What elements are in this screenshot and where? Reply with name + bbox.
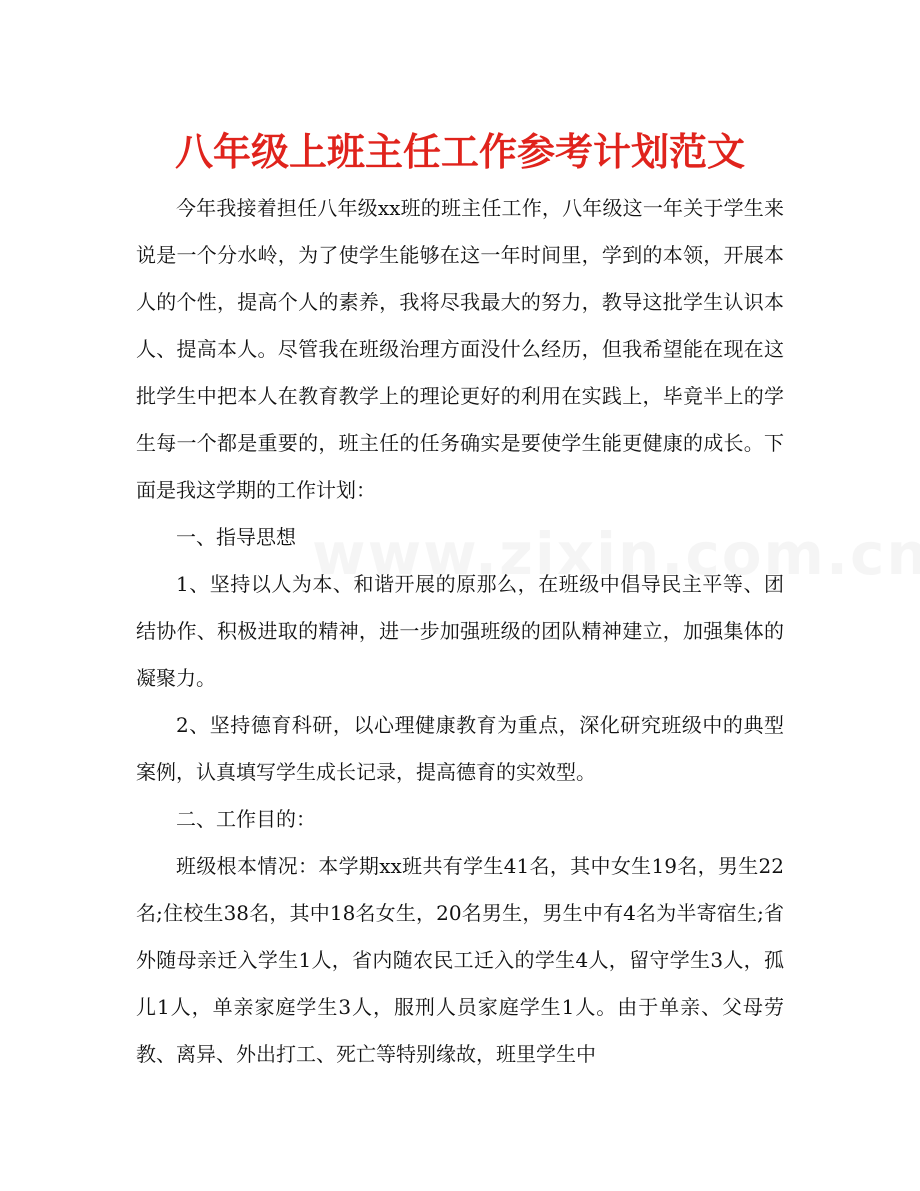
intro-paragraph: 今年我接着担任八年级xx班的班主任工作，八年级这一年关于学生来说是一个分水岭，为了使学生能够在这一年时间里，学到的本领，开展本人的个性，提高个人的素养，我将尽我最大的努力，教导这批学生认识本人、提高本人。尽管我在班级治理方面没什么经历，但我希望能在现在这批学生中把本人在教育教学上的理论更好的利用在实践上，毕竟半上的学生每一个都是重要的，班主任的任务确实是要使学生能更健康的成长。下面是我这学期的工作计划： [136,196,784,502]
document-title: 八年级上班主任工作参考计划范文 [174,130,745,174]
document-body [136,185,784,1078]
section-heading-guiding-ideology: 一、指导思想 [176,525,296,549]
guiding-point-2: 2、坚持德育科研，以心理健康教育为重点，深化研究班级中的典型案例，认真填写学生成长记录，提高德育的实效型。 [136,713,784,784]
class-situation-paragraph: 班级根本情况：本学期xx班共有学生41名，其中女生19名，男生22名;住校生38名，其中18名女生，20名男生，男生中有4名为半寄宿生;省外随母亲迁入学生1人，省内随农民工迁入的学生4人，留守学生3人，孤儿1人，单亲家庭学生3人，服刑人员家庭学生1人。由于单亲、父母劳教、离异、外出打工、死亡等特别缘故，班里学生中 [136,854,784,1066]
guiding-point-1: 1、坚持以人为本、和谐开展的原那么，在班级中倡导民主平等、团结协作、积极进取的精神，进一步加强班级的团队精神建立，加强集体的凝聚力。 [136,572,784,690]
section-heading-work-goals: 二、工作目的： [176,807,316,831]
